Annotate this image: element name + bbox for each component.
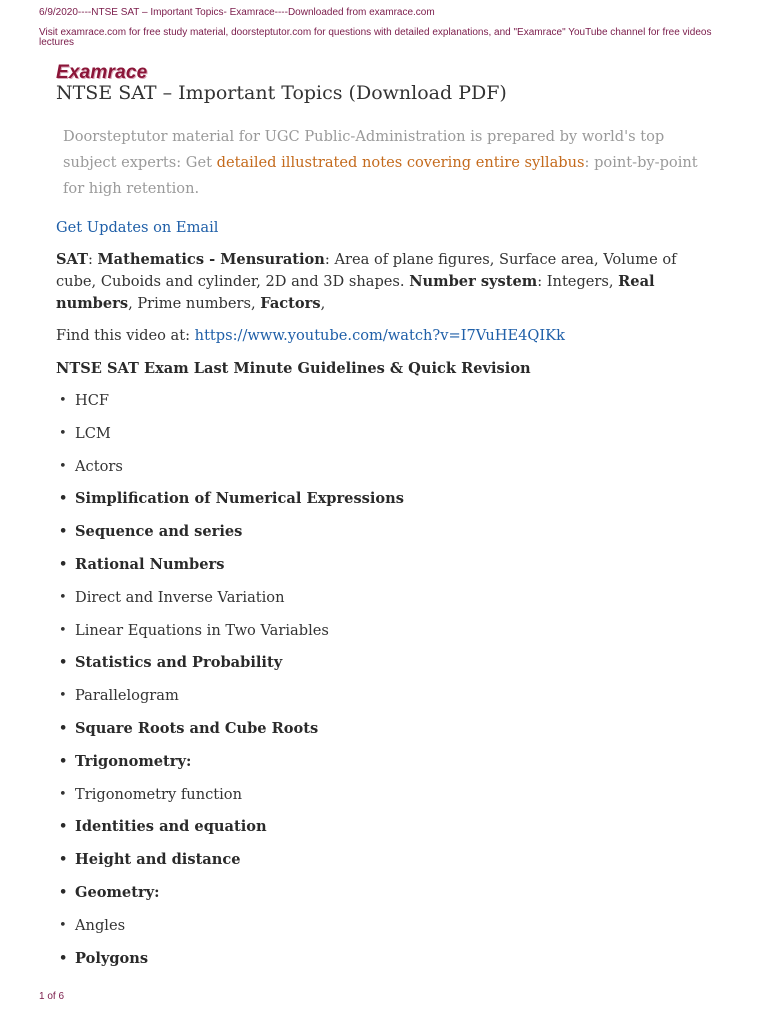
topic-list-item: • Direct and Inverse Variation	[56, 582, 716, 615]
number-system-text: : Integers,	[537, 273, 619, 290]
topic-list-item: • Trigonometry:	[56, 746, 716, 779]
main-content	[56, 216, 716, 975]
number-system-label: Number system	[409, 273, 538, 290]
mensuration-text: : Area of plane figures, Surface area, Volume of cube, Cuboids and cylinder, 2D and 3D shapes.	[56, 251, 677, 290]
youtube-video-link[interactable]: https://www.youtube.com/watch?v=I7VuHE4QIKk	[194, 327, 565, 344]
topic-list-item: • LCM	[56, 418, 716, 451]
factors-label: Factors	[260, 295, 321, 312]
section-heading: NTSE SAT Exam Last Minute Guidelines & Quick Revision	[56, 360, 531, 377]
topic-list-item: • HCF	[56, 385, 716, 418]
note-text-before: Doorsteptutor material for UGC Public-Administration is prepared by world's top subject experts: Get	[63, 128, 665, 171]
topic-list-item: • Square Roots and Cube Roots	[56, 713, 716, 746]
page-counter: 1 of 6	[39, 991, 65, 1002]
topics-list	[56, 385, 716, 975]
topic-list-item: • Geometry:	[56, 877, 716, 910]
topic-list-item: • Trigonometry function	[56, 779, 716, 812]
mensuration-label: Mathematics - Mensuration	[97, 251, 325, 268]
email-updates-link[interactable]: Get Updates on Email	[56, 219, 219, 236]
topic-list-item: • Angles	[56, 910, 716, 943]
examrace-logo: Examrace	[56, 62, 148, 83]
page-title: NTSE SAT – Important Topics (Download PDF)	[56, 82, 507, 104]
topic-list-item: • Statistics and Probability	[56, 647, 716, 680]
topic-list-item: • Height and distance	[56, 844, 716, 877]
topic-list-item: • Linear Equations in Two Variables	[56, 615, 716, 648]
topic-list-item: • Identities and equation	[56, 811, 716, 844]
prime-numbers-text: , Prime numbers,	[128, 295, 261, 312]
note-text-after: : point-by-point for high retention.	[63, 154, 698, 197]
visit-notice-line: Visit examrace.com for free study material, doorsteptutor.com for questions with detailed explanations, and "Examrace" YouTube channel for free videos lectures	[39, 27, 712, 48]
trailing-comma: ,	[320, 295, 326, 312]
topic-list-item: • Sequence and series	[56, 516, 716, 549]
video-line	[56, 325, 716, 347]
topic-list-item: • Actors	[56, 451, 716, 484]
notes-link[interactable]: detailed illustrated notes covering entire syllabus	[216, 154, 585, 171]
sat-paragraph	[56, 249, 716, 315]
topic-list-item: • Parallelogram	[56, 680, 716, 713]
doorsteptutor-note	[63, 124, 703, 202]
real-numbers-label: Real numbers	[56, 273, 655, 312]
topic-list-item: • Simplification of Numerical Expressions	[56, 483, 716, 516]
download-header-line: 6/9/2020----NTSE SAT – Important Topics- Examrace----Downloaded from examrace.com	[39, 7, 435, 18]
sat-colon: :	[87, 251, 98, 268]
video-label: Find this video at:	[56, 327, 195, 344]
sat-label: SAT	[56, 251, 88, 268]
topic-list-item: • Polygons	[56, 943, 716, 976]
topic-list-item: • Rational Numbers	[56, 549, 716, 582]
